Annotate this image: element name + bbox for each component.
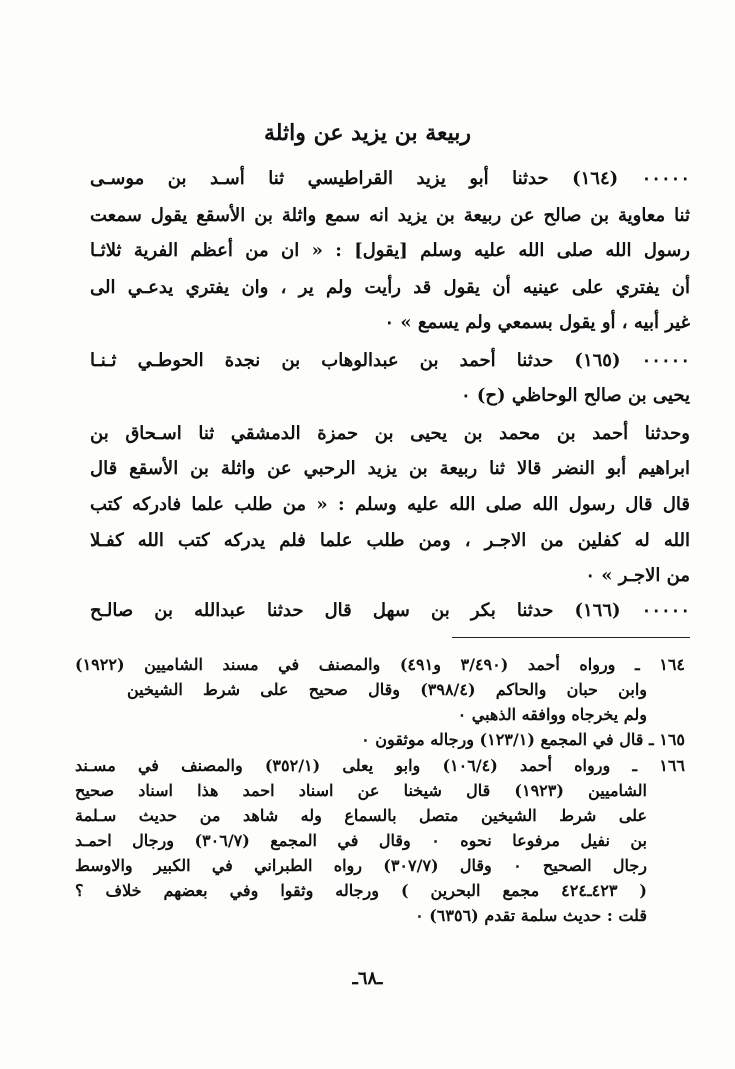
text-line: ٠٠٠٠٠ (١٦٦) حدثنا بكر بن سهل قال حدثنا عبدالله بن صالـح: [90, 600, 690, 621]
footnote-line: رجال الصحيح ٠ وقال (٣٠٧/٧) رواه الطبراني في الكبير والاوسط: [75, 856, 648, 875]
footnote-line: ولم يخرجاه ووافقه الذهبي ٠: [457, 705, 647, 724]
text-line: ثنا معاوية بن صالح عن ربيعة بن يزيد انه سمع واثلة بن الأسقع يقول سمعت: [90, 205, 690, 226]
footnote-line: ١٦٤ ـ ورواه أحمد (٣/٤٩٠ و٤٩١) والمصنف في مسند الشاميين (١٩٢٢): [75, 655, 686, 674]
footnote-line: ١٦٥ ـ قال في المجمع (١٢٣/١) ورجاله موثقون ٠: [361, 730, 685, 749]
footnote-line: الشاميين (١٩٢٣) قال شيخنا عن اسناد احمد هذا اسناد صحيح: [75, 781, 648, 800]
footnote-line: بن نفيل مرفوعا نحوه ٠ وقال في المجمع (٣٠٦/٧) ورجال احمـد: [75, 831, 647, 850]
text-line: من الاجـر » ٠: [585, 565, 690, 586]
footnote-divider: [452, 637, 690, 638]
text-line: يحيى بن صالح الوحاظي (ح) ٠: [460, 385, 690, 406]
text-line: ٠٠٠٠٠ (١٦٤) حدثنا أبو يزيد القراطيسي ثنا أسـد بن موسـى: [90, 168, 690, 189]
footnote-line: وابن حبان والحاكم (٣٩٨/٤) وقال صحيح على شرط الشيخين: [127, 680, 647, 699]
text-line: ابراهيم أبو النضر قالا ثنا ربيعة بن يزيد الرحبي عن واثلة بن الأسقع قال: [90, 458, 690, 479]
chapter-title: ربيعة بن يزيد عن واثلة: [263, 120, 472, 146]
text-line: قال قال رسول الله صلى الله عليه وسلم : « من طلب علما فادركه كتب: [90, 494, 690, 515]
text-line: ٠٠٠٠٠ (١٦٥) حدثنا أحمد بن عبدالوهاب بن نجدة الحوطـي ثـنـا: [90, 350, 690, 371]
text-line: أن يفتري على عينيه أن يقول قد رأيت ولم ير ، وان يفتري يدعـي الى: [90, 277, 690, 298]
text-line: الله له كفلين من الاجـر ، ومن طلب علما فلم يدركه كتب الله كفـلا: [90, 530, 690, 551]
footnote-line: على شرط الشيخين متصل بالسماع وله شاهد من حديث سـلمة: [75, 806, 648, 825]
footnote-line: قلت : حديث سلمة تقدم (٦٣٥٦) ٠: [415, 906, 647, 925]
text-line: غير أبيه ، أو يقول بسمعي ولم يسمع » ٠: [384, 312, 690, 333]
text-line: رسول الله صلى الله عليه وسلم [يقول] : « ان من أعظم الفرية ثلاثـا: [90, 240, 690, 261]
text-line: وحدثنا أحمد بن محمد بن يحيى بن حمزة الدمشقي ثنا اسـحاق بن: [90, 423, 690, 444]
footnote-line: ١٦٦ ـ ورواه أحمد (١٠٦/٤) وابو يعلى (٣٥٢/١) والمصنف في مسـند: [75, 756, 686, 775]
page-number: ـ٦٨ـ: [352, 968, 383, 989]
footnote-line: ( ٤٢٣ـ٤٢٤ مجمع البحرين ) ورجاله وثقوا وفي بعضهم خلاف ؟: [75, 881, 647, 900]
